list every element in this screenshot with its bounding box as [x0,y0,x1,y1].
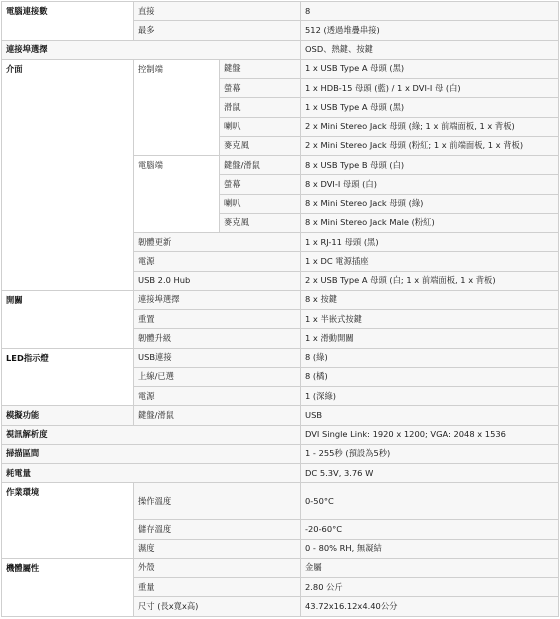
value-cell: USB [301,406,559,425]
category-cell: 開關 [2,290,134,348]
category-cell: 視訊解析度 [2,425,301,444]
value-cell: 1 - 255秒 (預設為5秒) [301,444,559,463]
value-cell: 1 (深綠) [301,387,559,406]
value-cell: 0 - 80% RH, 無凝結 [301,539,559,558]
sub-sub-label-cell: 喇叭 [220,194,301,213]
category-cell: 作業環境 [2,483,134,559]
value-cell: 2 x USB Type A 母頭 (白; 1 x 前端面板, 1 x 背板) [301,271,559,290]
sub-label-cell: 重量 [134,578,301,597]
value-cell: 8 x DVI-I 母頭 (白) [301,175,559,194]
value-cell: 43.72x16.12x4.40公分 [301,597,559,616]
sub-sub-label-cell: 麥克風 [220,136,301,155]
spec-table [1,1,559,617]
table-row [2,59,559,78]
value-cell: 2 x Mini Stereo Jack 母頭 (綠; 1 x 前端面板, 1 x 背板) [301,117,559,136]
sub-label-cell: 操作溫度 [134,483,301,520]
value-cell: DC 5.3V, 3.76 W [301,464,559,483]
sub-sub-label-cell: 螢幕 [220,79,301,98]
value-cell: 1 x 半嵌式按鍵 [301,310,559,329]
value-cell: 1 x 滑動開關 [301,329,559,348]
sub-label-cell: 重置 [134,310,301,329]
sub-label-cell: 尺寸 (長x寬x高) [134,597,301,616]
category-cell: 耗電量 [2,464,301,483]
category-cell: 連接埠選擇 [2,40,301,59]
sub-label-cell: 最多 [134,21,301,40]
sub-label-cell: 外殼 [134,558,301,577]
category-cell: 機體屬性 [2,558,134,616]
value-cell: 1 x HDB-15 母頭 (藍) / 1 x DVI-I 母 (白) [301,79,559,98]
table-row [2,444,559,463]
sub-label-cell: 電源 [134,252,301,271]
sub-label-cell: USB連接 [134,348,301,367]
sub-sub-label-cell: 鍵盤/滑鼠 [220,156,301,175]
value-cell: 8 (綠) [301,348,559,367]
sub-label-cell: 電腦端 [134,156,220,233]
sub-label-cell: 鍵盤/滑鼠 [134,406,301,425]
table-row [2,40,559,59]
value-cell: DVI Single Link: 1920 x 1200; VGA: 2048 x 1536 [301,425,559,444]
table-row [2,290,559,309]
sub-sub-label-cell: 喇叭 [220,117,301,136]
category-cell: 掃描區間 [2,444,301,463]
category-cell: 電腦連接數 [2,2,134,41]
sub-label-cell: 直接 [134,2,301,21]
sub-sub-label-cell: 麥克風 [220,213,301,232]
value-cell: 8 x Mini Stereo Jack 母頭 (綠) [301,194,559,213]
value-cell: -20-60°C [301,520,559,539]
table-row [2,2,559,21]
sub-label-cell: USB 2.0 Hub [134,271,301,290]
value-cell: 金屬 [301,558,559,577]
category-cell: 介面 [2,59,134,290]
sub-label-cell: 濕度 [134,539,301,558]
sub-label-cell: 上線/已選 [134,367,301,386]
value-cell: 0-50°C [301,483,559,520]
category-cell: LED指示燈 [2,348,134,406]
table-row [2,406,559,425]
table-row [2,464,559,483]
value-cell: 2.80 公斤 [301,578,559,597]
table-row [2,348,559,367]
sub-label-cell: 控制端 [134,59,220,155]
sub-label-cell: 韌體更新 [134,233,301,252]
value-cell: 1 x USB Type A 母頭 (黑) [301,59,559,78]
value-cell: 2 x Mini Stereo Jack 母頭 (粉紅; 1 x 前端面板, 1 x 背板) [301,136,559,155]
sub-label-cell: 連接埠選擇 [134,290,301,309]
value-cell: 8 (橘) [301,367,559,386]
table-row [2,558,559,577]
table-row [2,425,559,444]
value-cell: 1 x USB Type A 母頭 (黑) [301,98,559,117]
value-cell: 1 x RJ-11 母頭 (黑) [301,233,559,252]
sub-label-cell: 韌體升級 [134,329,301,348]
value-cell: 8 x Mini Stereo Jack Male (粉紅) [301,213,559,232]
sub-sub-label-cell: 滑鼠 [220,98,301,117]
value-cell: 8 x 按鍵 [301,290,559,309]
value-cell: OSD、熱鍵、按鍵 [301,40,559,59]
value-cell: 1 x DC 電源插座 [301,252,559,271]
table-row [2,483,559,520]
value-cell: 8 [301,2,559,21]
value-cell: 8 x USB Type B 母頭 (白) [301,156,559,175]
sub-label-cell: 電源 [134,387,301,406]
sub-sub-label-cell: 鍵盤 [220,59,301,78]
value-cell: 512 (透過堆疊串接) [301,21,559,40]
category-cell: 模擬功能 [2,406,134,425]
sub-label-cell: 儲存溫度 [134,520,301,539]
sub-sub-label-cell: 螢幕 [220,175,301,194]
